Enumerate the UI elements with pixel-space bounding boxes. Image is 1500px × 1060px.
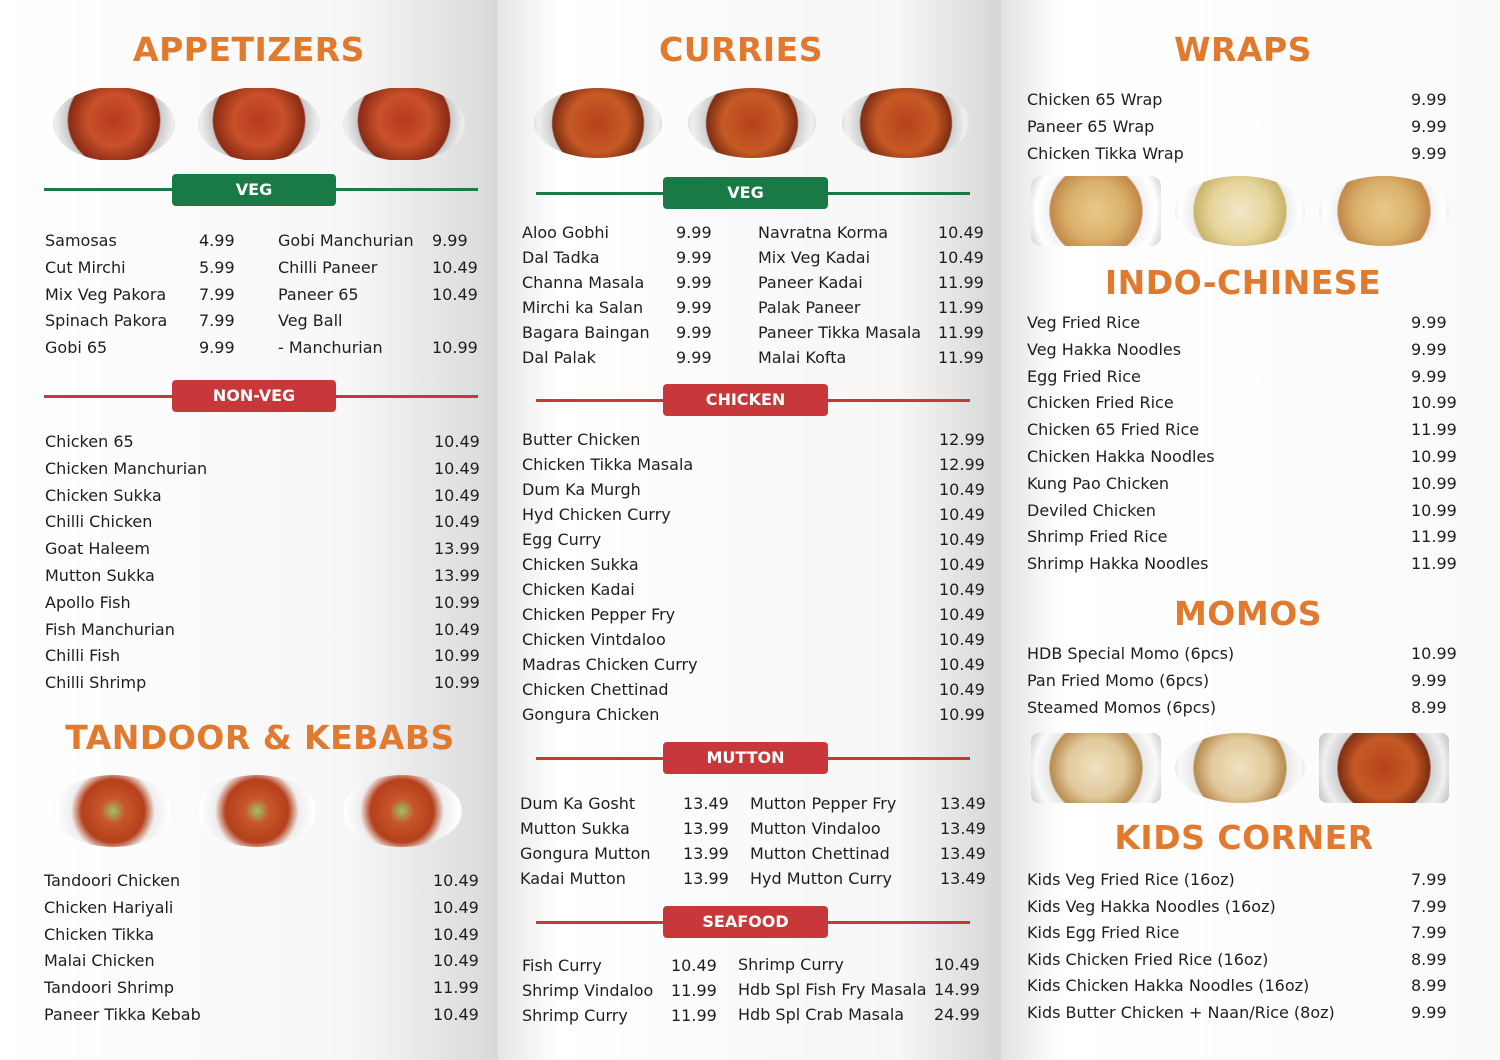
menu-item-price: 10.49 [434, 619, 480, 639]
menu-item-name: Gongura Mutton [520, 844, 651, 863]
menu-item-name: Chilli Paneer [278, 257, 378, 277]
menu-item-name: Dal Tadka [522, 248, 600, 267]
menu-item-name: Chicken Hakka Noodles [1027, 447, 1215, 466]
menu-item-name: Gobi Manchurian [278, 231, 414, 250]
menu-item-price: 10.99 [1411, 393, 1457, 413]
menu-item-name: Kids Veg Hakka Noodles (16oz) [1027, 896, 1276, 916]
menu-item-price: 12.99 [939, 430, 985, 449]
menu-item-name: Chicken Kadai [522, 580, 635, 599]
menu-item-price: 10.99 [434, 646, 480, 666]
menu-item-price: 10.49 [433, 871, 479, 890]
menu-item-price: 11.99 [1411, 420, 1457, 440]
menu-item-price: 10.49 [433, 1005, 479, 1024]
menu-item-name: Hyd Chicken Curry [522, 505, 671, 524]
menu-item-name: Mutton Vindaloo [750, 819, 881, 838]
menu-item-name: Chicken Chettinad [522, 680, 669, 699]
menu-item-name: Mutton Chettinad [750, 844, 890, 863]
menu-item-name: Fish Curry [522, 956, 602, 975]
menu-item-name: Fish Manchurian [45, 619, 175, 639]
menu-item-price: 13.49 [940, 869, 986, 888]
menu-item-name: Shrimp Fried Rice [1027, 527, 1168, 547]
curries-title: CURRIES [659, 30, 823, 69]
menu-item-price: 13.99 [434, 566, 480, 585]
menu-item-price: 10.49 [939, 605, 985, 624]
menu-item-name: Mix Veg Kadai [758, 248, 871, 267]
menu-item-name: - Manchurian [278, 338, 383, 358]
menu-item-name: Chicken Tikka [44, 924, 155, 944]
menu-item-name: Chicken 65 [45, 432, 134, 451]
menu-item-price: 10.49 [433, 951, 479, 971]
menu-item-price: 10.99 [1411, 473, 1457, 493]
menu-item-name: Chicken Tikka Masala [522, 455, 694, 474]
menu-item-name: Kids Veg Fried Rice (16oz) [1027, 870, 1235, 889]
menu-item-price: 10.99 [1411, 447, 1457, 466]
menu-item-name: Pan Fried Momo (6pcs) [1027, 670, 1210, 690]
menu-item-name: Butter Chicken [522, 430, 641, 449]
menu-item-name: Navratna Korma [758, 223, 889, 242]
menu-item-price: 10.49 [938, 248, 984, 267]
menu-item-name: Palak Paneer [758, 298, 861, 317]
menu-item-name: Samosas [45, 231, 117, 250]
menu-item-name: Chilli Chicken [45, 512, 153, 532]
menu-item-name: Aloo Gobhi [522, 223, 609, 242]
menu-item-name: Paneer 65 Wrap [1027, 116, 1155, 136]
menu-item-name: Dal Palak [522, 348, 596, 367]
menu-item-price: 8.99 [1411, 976, 1447, 996]
menu-item-price: 10.49 [432, 284, 478, 304]
menu-item-price: 10.99 [434, 592, 480, 612]
menu-item-price: 7.99 [1411, 896, 1447, 916]
menu-item-name: Paneer 65 [278, 284, 359, 304]
menu-item-name: Kids Butter Chicken + Naan/Rice (8oz) [1027, 1003, 1335, 1022]
menu-item-name: Dum Ka Murgh [522, 480, 641, 499]
menu-item-price: 10.49 [939, 480, 985, 499]
menu-item-price: 10.49 [939, 505, 985, 524]
menu-item-price: 11.99 [938, 348, 984, 367]
menu-item-name: Mutton Sukka [520, 819, 630, 838]
chicken-badge: CHICKEN [663, 384, 828, 416]
menu-item-price: 9.99 [199, 338, 235, 358]
appetizers-photo [44, 88, 473, 160]
menu-item-price: 14.99 [934, 980, 980, 999]
menu-item-name: Chilli Shrimp [45, 673, 147, 693]
left-panel [0, 0, 498, 1060]
menu-item-price: 9.99 [676, 323, 712, 342]
menu-item-name: Paneer Kadai [758, 273, 863, 292]
menu-item-name: Kids Chicken Hakka Noodles (16oz) [1027, 976, 1310, 996]
menu-item-price: 10.49 [938, 223, 984, 242]
menu-item-name: Chicken Vintdaloo [522, 630, 666, 649]
menu-item-price: 13.49 [683, 794, 729, 813]
menu-item-price: 10.99 [434, 673, 480, 693]
menu-item-name: Chicken 65 Wrap [1027, 90, 1163, 109]
menu-item-price: 13.49 [940, 794, 986, 813]
menu-item-price: 10.49 [939, 530, 985, 549]
menu-item-price: 9.99 [676, 348, 712, 367]
menu-item-name: Chilli Fish [45, 646, 121, 666]
menu-item-name: Shrimp Curry [522, 1006, 628, 1025]
menu-item-price: 9.99 [1411, 313, 1447, 332]
menu-item-price: 13.99 [434, 539, 480, 559]
menu-item-name: Goat Haleem [45, 539, 150, 559]
menu-item-price: 11.99 [938, 298, 984, 317]
menu-item-name: Chicken Sukka [522, 555, 639, 574]
indo-chinese-title: INDO-CHINESE [1104, 263, 1382, 302]
menu-item-price: 10.49 [433, 924, 479, 944]
wraps-photo [1027, 176, 1453, 246]
menu-item-name: Shrimp Vindaloo [522, 981, 654, 1000]
menu-item-name: Shrimp Curry [738, 955, 844, 974]
menu-item-name: Malai Chicken [44, 951, 155, 971]
menu-item-price: 12.99 [939, 455, 985, 474]
menu-item-name: Tandoori Chicken [44, 871, 181, 890]
momos-photo [1027, 733, 1453, 803]
curries-veg-badge: VEG [663, 177, 828, 209]
menu-item-price: 9.99 [1411, 1003, 1447, 1022]
menu-item-name: Chicken 65 Fried Rice [1027, 420, 1200, 440]
menu-item-price: 7.99 [199, 284, 235, 304]
menu-item-price: 10.49 [434, 512, 480, 532]
menu-item-name: Veg Fried Rice [1027, 313, 1141, 332]
menu-item-price: 9.99 [1411, 143, 1447, 163]
menu-item-price: 13.99 [683, 819, 729, 838]
menu-item-price: 13.99 [683, 869, 729, 888]
menu-item-name: Kids Chicken Fried Rice (16oz) [1027, 949, 1269, 969]
tandoor-title: TANDOOR & KEBABS [65, 718, 455, 757]
menu-item-name: Chicken Sukka [45, 485, 162, 505]
kids-corner-title: KIDS CORNER [1114, 818, 1374, 857]
mutton-badge: MUTTON [663, 742, 828, 774]
menu-item-price: 10.49 [433, 897, 479, 917]
menu-item-price: 9.99 [1411, 366, 1447, 386]
menu-item-name: Gongura Chicken [522, 705, 660, 724]
menu-item-name: Chicken Manchurian [45, 458, 208, 478]
menu-item-price: 13.49 [940, 819, 986, 838]
menu-item-price: 7.99 [1411, 870, 1447, 889]
menu-item-name: Mirchi ka Salan [522, 298, 644, 317]
menu-item-name: Paneer Tikka Kebab [44, 1005, 201, 1024]
menu-item-price: 10.99 [1411, 500, 1457, 520]
menu-item-price: 9.99 [676, 298, 712, 317]
menu-item-price: 8.99 [1411, 949, 1447, 969]
menu-item-name: Apollo Fish [45, 592, 131, 612]
menu-item-name: Hdb Spl Fish Fry Masala [738, 980, 927, 999]
menu-item-name: Egg Curry [522, 530, 602, 549]
menu-item-price: 10.99 [432, 338, 478, 358]
menu-item-price: 11.99 [433, 978, 479, 998]
menu-item-name: Kadai Mutton [520, 869, 626, 888]
menu-item-price: 7.99 [1411, 923, 1447, 943]
menu-item-price: 8.99 [1411, 697, 1447, 717]
menu-item-price: 9.99 [676, 223, 712, 242]
menu-item-price: 10.49 [434, 432, 480, 451]
menu-item-name: Dum Ka Gosht [520, 794, 636, 813]
menu-item-name: Mix Veg Pakora [45, 284, 167, 304]
menu-item-price: 10.49 [434, 458, 480, 478]
appetizers-veg-badge: VEG [172, 174, 336, 206]
curries-photo [524, 88, 980, 158]
menu-item-name: Veg Hakka Noodles [1027, 339, 1182, 359]
menu-item-price: 10.49 [434, 485, 480, 505]
menu-item-name: Mutton Sukka [45, 566, 155, 585]
menu-item-price: 11.99 [938, 273, 984, 292]
menu-item-price: 10.49 [939, 580, 985, 599]
menu-item-price: 10.49 [939, 655, 985, 674]
menu-item-name: Veg Ball [278, 311, 343, 331]
menu-item-name: Shrimp Hakka Noodles [1027, 554, 1209, 574]
menu-item-name: Cut Mirchi [45, 257, 126, 277]
appetizers-title: APPETIZERS [133, 30, 365, 69]
menu-item-price: 5.99 [199, 257, 235, 277]
menu-item-name: Gobi 65 [45, 338, 108, 358]
menu-item-name: Hyd Mutton Curry [750, 869, 892, 888]
menu-item-name: Paneer Tikka Masala [758, 323, 922, 342]
menu-item-name: Tandoori Shrimp [44, 978, 174, 998]
menu-item-price: 10.49 [939, 630, 985, 649]
middle-panel [498, 0, 1001, 1060]
menu-item-price: 10.49 [939, 680, 985, 699]
tandoor-photo [44, 775, 471, 847]
menu-item-name: Mutton Pepper Fry [750, 794, 897, 813]
menu-item-name: Spinach Pakora [45, 311, 168, 331]
menu-item-name: Deviled Chicken [1027, 500, 1156, 520]
menu-item-name: Chicken Hariyali [44, 897, 174, 917]
menu-item-price: 9.99 [676, 273, 712, 292]
menu-item-price: 10.49 [939, 555, 985, 574]
menu-item-price: 24.99 [934, 1005, 980, 1024]
menu-item-price: 10.49 [671, 956, 717, 975]
menu-item-price: 9.99 [432, 231, 468, 250]
menu-item-name: Kung Pao Chicken [1027, 473, 1170, 493]
menu-item-price: 9.99 [1411, 670, 1447, 690]
menu-item-name: Kids Egg Fried Rice [1027, 923, 1180, 943]
menu-item-price: 11.99 [1411, 527, 1457, 547]
menu-item-name: Hdb Spl Crab Masala [738, 1005, 905, 1024]
menu-item-name: Madras Chicken Curry [522, 655, 698, 674]
menu-item-name: Chicken Fried Rice [1027, 393, 1174, 413]
menu-item-price: 10.49 [432, 257, 478, 277]
menu-item-price: 9.99 [676, 248, 712, 267]
menu-item-price: 11.99 [938, 323, 984, 342]
menu-item-name: Malai Kofta [758, 348, 847, 367]
menu-item-price: 10.99 [939, 705, 985, 724]
menu-item-name: Channa Masala [522, 273, 645, 292]
menu-item-price: 9.99 [1411, 90, 1447, 109]
menu-item-name: HDB Special Momo (6pcs) [1027, 644, 1235, 663]
menu-item-name: Bagara Baingan [522, 323, 650, 342]
momos-title: MOMOS [1173, 594, 1323, 633]
menu-item-name: Chicken Pepper Fry [522, 605, 676, 624]
menu-item-price: 10.49 [934, 955, 980, 974]
menu-item-price: 10.99 [1411, 644, 1457, 663]
menu-item-price: 11.99 [1411, 554, 1457, 574]
menu-item-price: 11.99 [671, 1006, 717, 1025]
right-panel [1001, 0, 1500, 1060]
menu-item-price: 11.99 [671, 981, 717, 1000]
menu-item-price: 4.99 [199, 231, 235, 250]
menu-item-price: 13.99 [683, 844, 729, 863]
appetizers-nonveg-badge: NON-VEG [172, 380, 336, 412]
menu-item-price: 9.99 [1411, 339, 1447, 359]
menu-item-name: Steamed Momos (6pcs) [1027, 697, 1217, 717]
menu-item-price: 13.49 [940, 844, 986, 863]
menu-item-price: 9.99 [1411, 116, 1447, 136]
menu-item-name: Egg Fried Rice [1027, 366, 1141, 386]
menu-item-price: 7.99 [199, 311, 235, 331]
menu-item-name: Chicken Tikka Wrap [1027, 143, 1184, 163]
seafood-badge: SEAFOOD [663, 906, 828, 938]
wraps-title: WRAPS [1174, 30, 1312, 69]
